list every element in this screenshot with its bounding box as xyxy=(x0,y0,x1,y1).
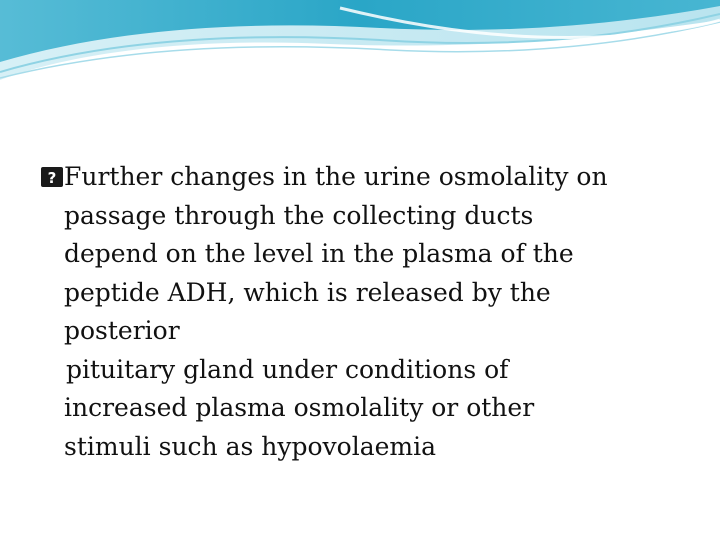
replacement-glyph-icon xyxy=(40,166,64,188)
text-line-2: passage through the collecting ducts xyxy=(64,200,534,230)
text-line-1: ? Further changes in the urine osmolality on xyxy=(40,158,690,197)
text-line-6: pituitary gland under conditions of xyxy=(66,354,509,384)
text-line-5: posterior xyxy=(64,316,180,345)
text-line-7: increased plasma osmolality or other xyxy=(64,393,535,422)
text-line-3: depend on the level in the plasma of the xyxy=(64,239,574,268)
text-line-8: stimuli such as hypovolaemia xyxy=(64,431,437,461)
header-wave-decoration xyxy=(0,0,720,110)
slide-body-text xyxy=(40,158,690,466)
svg-text:?: ? xyxy=(47,169,57,187)
text-line-4: peptide ADH, which is released by the xyxy=(64,277,551,307)
